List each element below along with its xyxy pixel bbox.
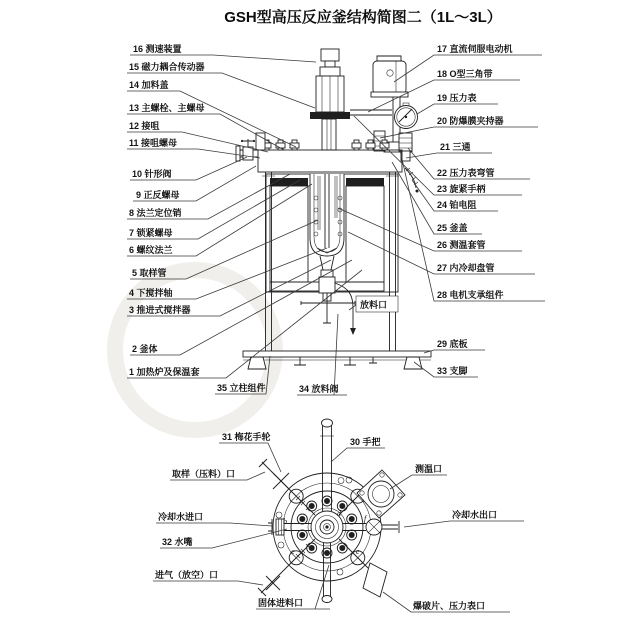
- part-label-17: 17 直流伺服电动机: [437, 44, 513, 54]
- base-plate: [243, 351, 431, 357]
- label-handle: 30 手把: [350, 437, 381, 447]
- part-label-28: 28 电机支承组件: [437, 290, 504, 300]
- part-label-20: 20 防爆膜夹持器: [437, 116, 504, 126]
- part-label-7: 7 锁紧螺母: [129, 228, 173, 238]
- connection-nozzle: [256, 133, 265, 150]
- letter-e: e: [356, 547, 360, 556]
- support-leg-right: [404, 357, 422, 369]
- part-label-35: 35 立柱组件: [217, 383, 266, 393]
- part-label-3: 3 推进式搅拌器: [129, 305, 191, 315]
- letter-d: d: [337, 509, 341, 518]
- label-water-nozzle: 32 水嘴: [162, 537, 193, 547]
- part-label-11: 11 接咀螺母: [129, 138, 178, 148]
- page-title: GSH型高压反应釜结构简图二（1L～3L）: [224, 9, 502, 26]
- label-thermometer-port: 测温口: [415, 464, 443, 474]
- label-plum-handwheel: 31 梅花手轮: [222, 432, 271, 442]
- part-label-27: 27 内冷却盘管: [437, 263, 495, 273]
- part-label-25: 25 釜盖: [437, 223, 468, 233]
- part-label-21: 21 三通: [440, 142, 471, 152]
- part-label-12: 12 接咀: [129, 121, 160, 131]
- part-label-18: 18 O型三角带: [437, 69, 493, 79]
- part-label-2: 2 釜体: [132, 344, 158, 354]
- part-label-24: 24 铂电阻: [437, 200, 477, 210]
- part-label-9: 9 正反螺母: [136, 190, 180, 200]
- part-label-33: 33 支脚: [437, 366, 468, 376]
- letter-c: c: [291, 547, 295, 556]
- letter-b: b: [283, 517, 287, 526]
- part-label-19: 19 压力表: [437, 93, 477, 103]
- speed-device-and-magnetic-coupler: [310, 49, 350, 150]
- letter-f: f: [364, 514, 367, 523]
- needle-valve: [236, 139, 258, 161]
- part-label-6: 6 螺纹法兰: [129, 245, 173, 255]
- part-label-29: 29 底板: [437, 339, 468, 349]
- part-label-4: 4 下搅拌轴: [129, 288, 173, 298]
- part-label-26: 26 测温套管: [437, 240, 486, 250]
- upper-assembly-drawing: [236, 49, 431, 369]
- part-label-22: 22 压力表弯管: [437, 168, 495, 178]
- label-gas-inlet-port: 进气（放空）口: [155, 570, 219, 580]
- cover-top-view-drawing: [258, 419, 405, 603]
- gauge-bend-fitting: [399, 133, 412, 151]
- part-label-14: 14 加料盖: [129, 80, 169, 90]
- part-label-23: 23 旋紧手柄: [437, 184, 486, 194]
- label-cooling-inlet: 冷却水进口: [158, 512, 204, 522]
- discharge-port-callout: [349, 296, 398, 312]
- part-label-15: 15 磁力耦合传动器: [129, 62, 205, 72]
- part-label-34: 34 放料阀: [299, 384, 339, 394]
- label-sampling-port: 取样（压料）口: [172, 469, 236, 479]
- label-cooling-outlet: 冷却水出口: [452, 510, 498, 520]
- part-label-10: 10 针形阀: [132, 169, 172, 179]
- part-label-1: 1 加热炉及保温套: [129, 367, 200, 377]
- label-rupture-disc-port: 爆破片、压力表口: [413, 601, 486, 611]
- part-label-5: 5 取样管: [132, 268, 167, 278]
- part-label-13: 13 主螺栓、主螺母: [129, 103, 205, 113]
- discharge-port-label: 放料口: [360, 300, 388, 310]
- part-label-8: 8 法兰定位销: [129, 208, 182, 218]
- part-label-16: 16 测速装置: [133, 44, 182, 54]
- label-solid-feed-port: 固体进料口: [258, 598, 304, 608]
- plum-blossom-handwheel: [273, 473, 289, 489]
